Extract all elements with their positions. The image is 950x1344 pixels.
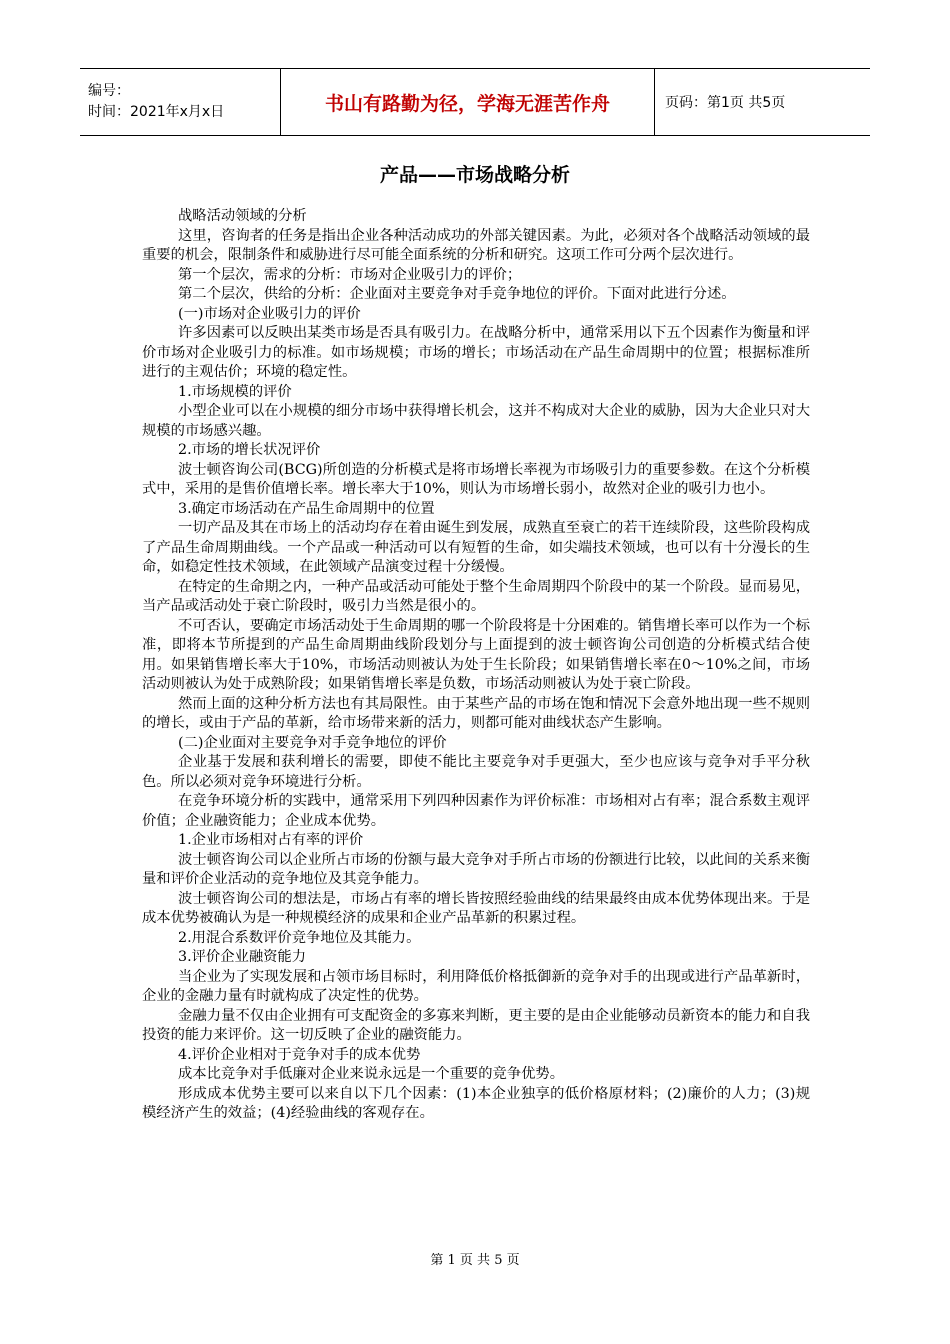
document-body: [142, 207, 810, 1124]
page-footer: 第 1 页 共 5 页: [430, 1253, 520, 1268]
header-page-cell: [655, 69, 870, 135]
paragraph: (二)企业面对主要竞争对手竞争地位的评价: [178, 734, 447, 751]
paragraph: (一)市场对企业吸引力的评价: [178, 305, 361, 322]
paragraph: 第二个层次，供给的分析：企业面对主要竞争对手竞争地位的评价。下面对此进行分述。: [178, 286, 736, 302]
paragraph: 这里，咨询者的任务是指出企业各种活动成功的外部关键因素。为此，必须对各个战略活动领域的最重要的机会，限制条件和威胁进行尽可能全面系统的分析和研究。这项工作可分两个层次进行。: [142, 227, 810, 263]
paragraph: 形成成本优势主要可以来自以下几个因素：(1)本企业独享的低价格原材料；(2)廉价的人力；(3)规模经济产生的效益；(4)经验曲线的客观存在。: [142, 1085, 810, 1121]
paragraph: 不可否认，要确定市场活动处于生命周期的哪一个阶段将是十分困难的。销售增长率可以作为一个标准，即将本节所提到的产品生命周期曲线阶段划分与上面提到的波士顿咨询公司创造的分析模式结合使用。如果销售增长率大于10%，市场活动则被认为处于生长阶段；如果销售增长率在0～10%之间，市场活动则被认为处于成熟阶段；如果销售增长率是负数，市场活动则被认为处于衰亡阶段。: [142, 617, 810, 692]
paragraph: 小型企业可以在小规模的细分市场中获得增长机会，这并不构成对大企业的威胁，因为大企业只对大规模的市场感兴趣。: [142, 403, 810, 439]
paragraph: 战略活动领域的分析: [178, 208, 307, 224]
document-time-label: 时间：2021年x月x日: [88, 104, 225, 120]
paragraph: 在竞争环境分析的实践中，通常采用下列四种因素作为评价标准：市场相对占有率；混合系数主观评价值；企业融资能力；企业成本优势。: [142, 793, 810, 829]
paragraph: 当企业为了实现发展和占领市场目标时，利用降低价格抵御新的竞争对手的出现或进行产品革新时，企业的金融力量有时就构成了决定性的优势。: [142, 968, 810, 1004]
header-table: [80, 68, 870, 136]
paragraph: 波士顿咨询公司以企业所占市场的份额与最大竞争对手所占市场的份额进行比较，以此间的关系来衡量和评价企业活动的竞争地位及其竞争能力。: [142, 851, 810, 887]
paragraph: 金融力量不仅由企业拥有可支配资金的多寡来判断，更主要的是由企业能够动员新资本的能力和自我投资的能力来评价。这一切反映了企业的融资能力。: [142, 1007, 810, 1043]
paragraph: 3.评价企业融资能力: [178, 949, 307, 965]
paragraph: 许多因素可以反映出某类市场是否具有吸引力。在战略分析中，通常采用以下五个因素作为衡量和评价市场对企业吸引力的标准。如市场规模；市场的增长；市场活动在产品生命周期中的位置；根据标准所进行的主观估价；环境的稳定性。: [142, 325, 810, 380]
document-title: 产品——市场战略分析: [379, 164, 570, 186]
header-page-info: 页码：第1页 共5页: [665, 95, 786, 111]
document-number-label: 编号：: [88, 83, 130, 99]
paragraph: 波士顿咨询公司(BCG)所创造的分析模式是将市场增长率视为市场吸引力的重要参数。在这个分析模式中，采用的是售价值增长率。增长率大于10%，则认为市场增长弱小，故然对企业的吸引力也小。: [142, 461, 810, 497]
paragraph: 2.市场的增长状况评价: [178, 442, 321, 458]
paragraph: 一切产品及其在市场上的活动均存在着由诞生到发展，成熟直至衰亡的若干连续阶段，这些阶段构成了产品生命周期曲线。一个产品或一种活动可以有短暂的生命，如尖端技术领域，也可以有十分漫长的生命，如稳定性技术领域，在此领域产品演变过程十分缓慢。: [142, 520, 810, 575]
paragraph: 1.市场规模的评价: [178, 383, 292, 400]
paragraph: 1.企业市场相对占有率的评价: [178, 832, 364, 848]
header-motto-cell: [281, 69, 655, 135]
paragraph: 成本比竞争对手低廉对企业来说永远是一个重要的竞争优势。: [178, 1066, 565, 1082]
paragraph: 2.用混合系数评价竞争地位及其能力。: [178, 929, 421, 946]
paragraph: 波士顿咨询公司的想法是，市场占有率的增长皆按照经验曲线的结果最终由成本优势体现出来。于是成本优势被确认为是一种规模经济的成果和企业产品革新的积累过程。: [142, 890, 810, 926]
paragraph: 4.评价企业相对于竞争对手的成本优势: [178, 1046, 421, 1063]
header-left-cell: [80, 69, 281, 135]
paragraph: 然而上面的这种分析方法也有其局限性。由于某些产品的市场在饱和情况下会意外地出现一些不规则的增长，或由于产品的革新，给市场带来新的活力，则都可能对曲线状态产生影响。: [142, 695, 810, 731]
paragraph: 3.确定市场活动在产品生命周期中的位置: [178, 500, 435, 517]
header-motto: 书山有路勤为径，学海无涯苦作舟: [324, 92, 610, 115]
paragraph: 企业基于发展和获利增长的需要，即使不能比主要竞争对手更强大，至少也应该与竞争对手平分秋色。所以必须对竞争环境进行分析。: [142, 754, 810, 790]
paragraph: 在特定的生命期之内，一种产品或活动可能处于整个生命周期四个阶段中的某一个阶段。显而易见，当产品或活动处于衰亡阶段时，吸引力当然是很小的。: [142, 578, 810, 614]
paragraph: 第一个层次，需求的分析：市场对企业吸引力的评价；: [178, 266, 522, 283]
